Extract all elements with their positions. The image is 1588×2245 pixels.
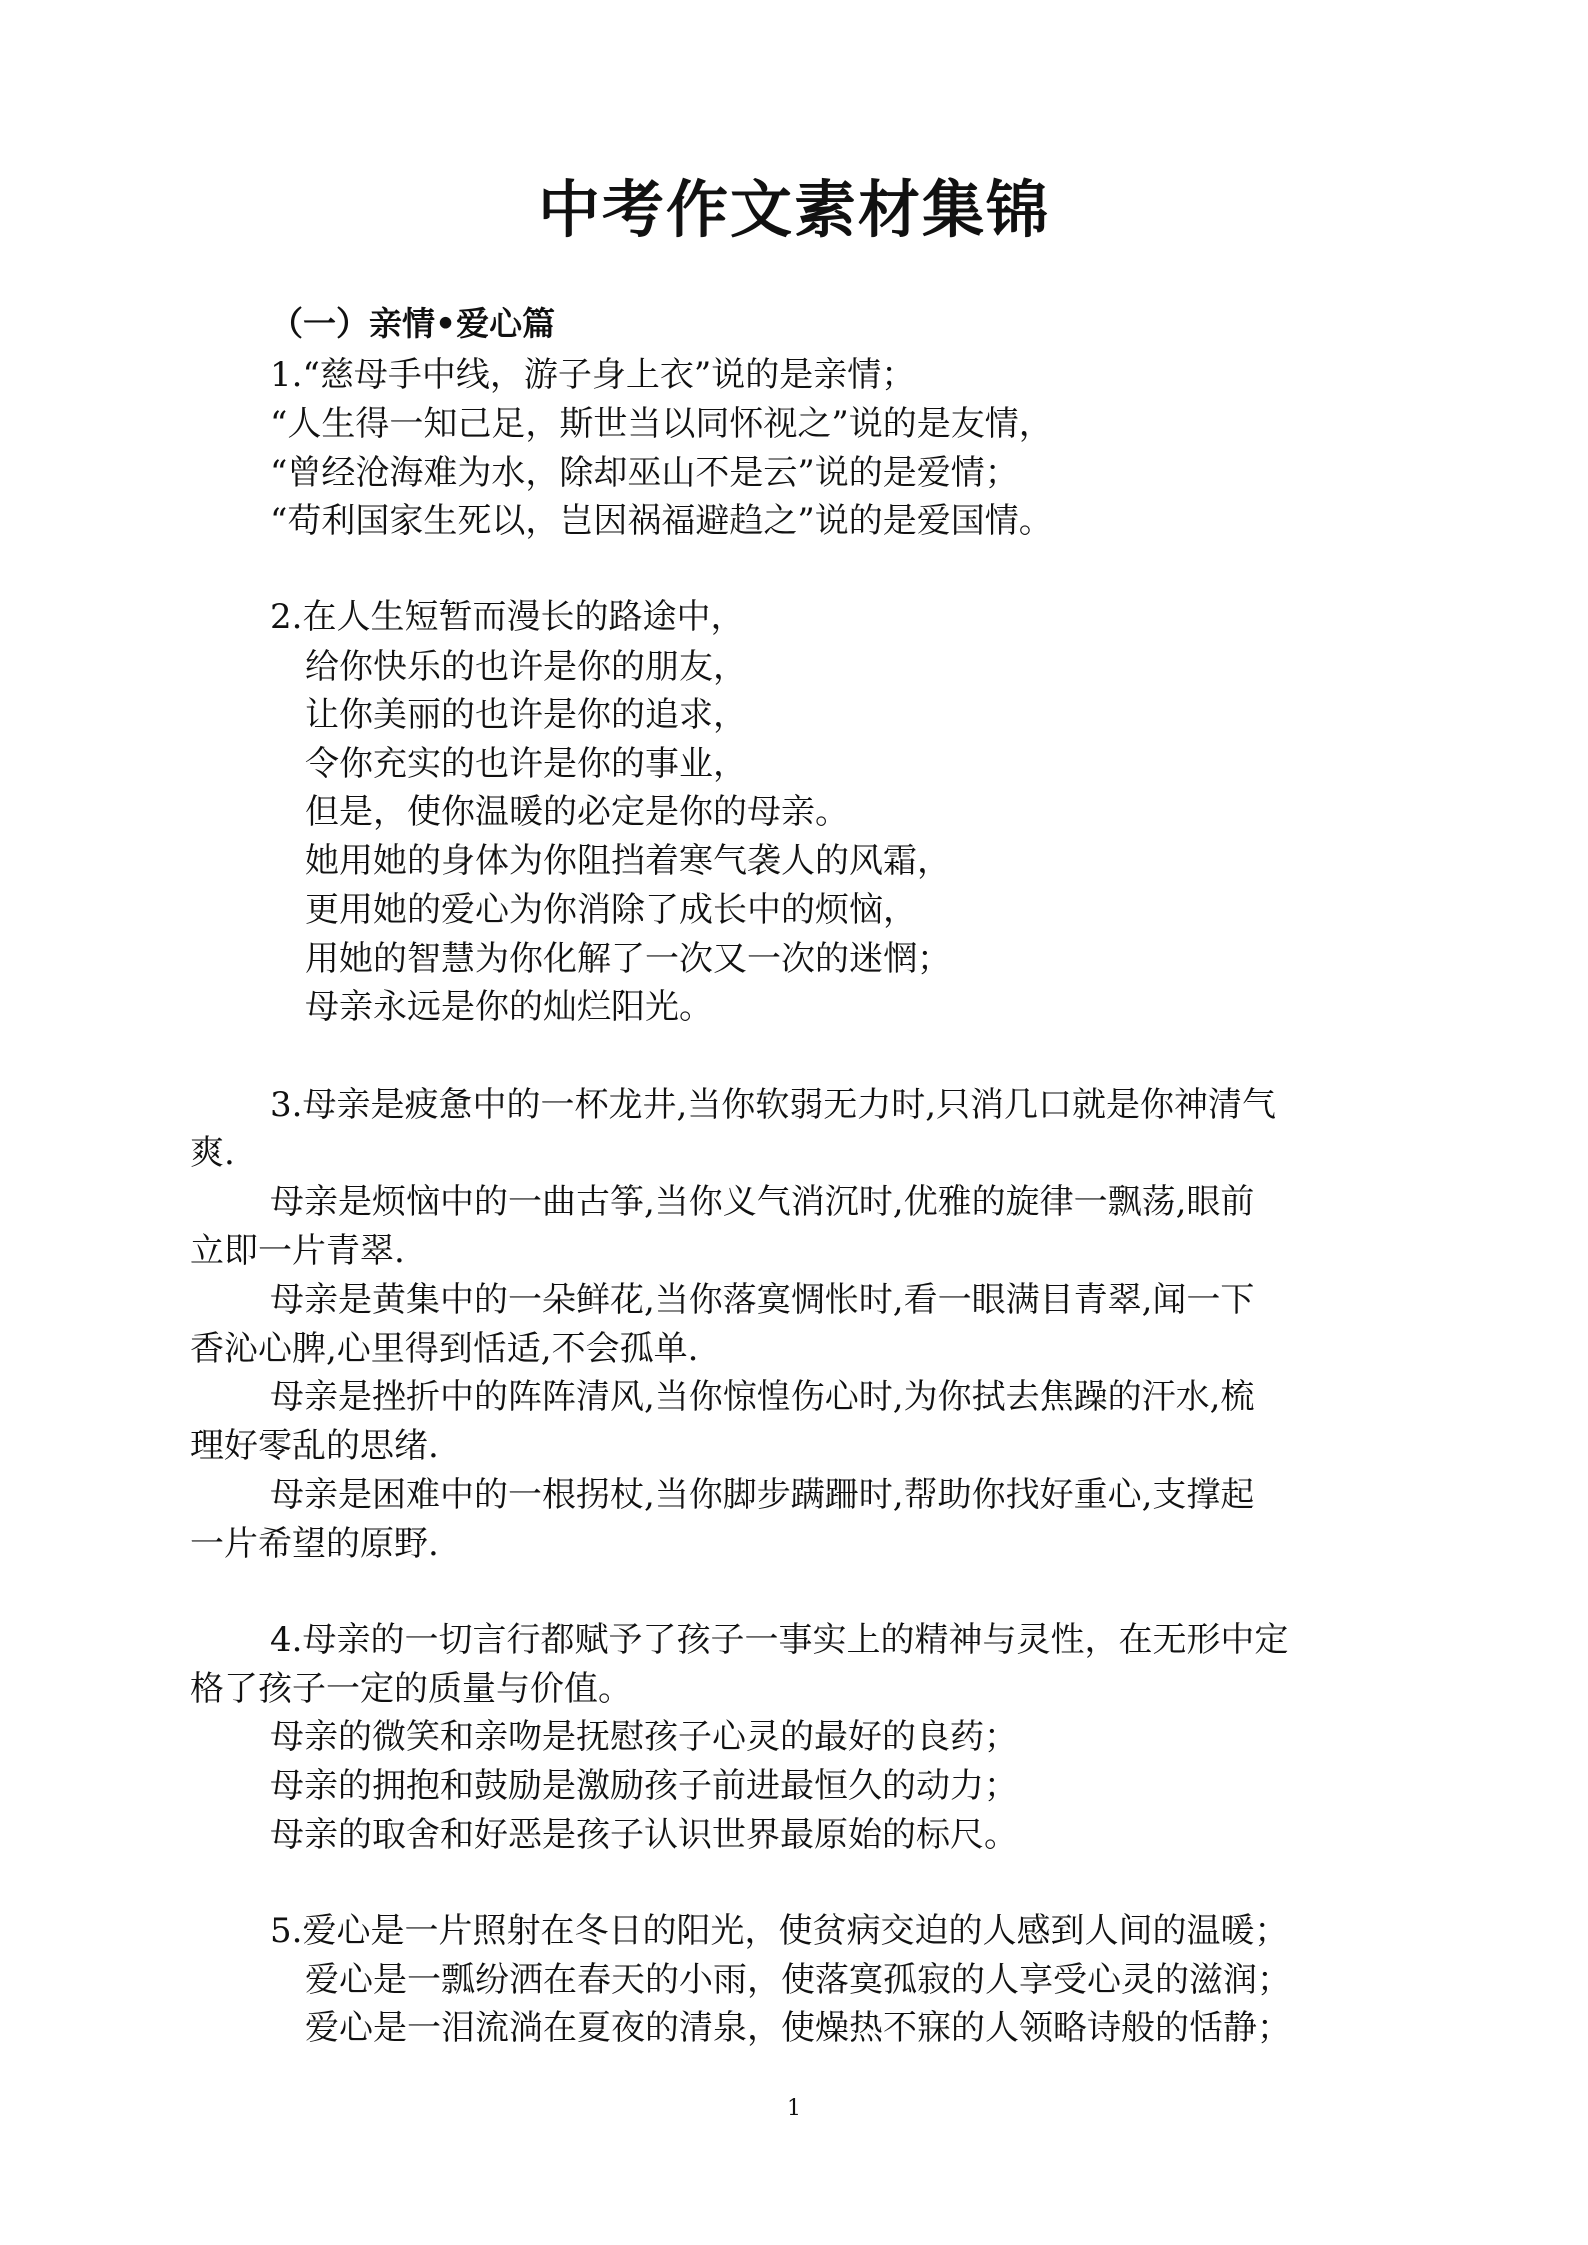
text-line: 爽. (190, 1133, 235, 1173)
section-heading: （一）亲情•爱心篇 (270, 304, 556, 343)
text-line: 母亲是黄集中的一朵鲜花,当你落寞惆怅时,看一眼满目青翠,闻一下 (270, 1280, 1255, 1320)
text-line: 母亲永远是你的灿烂阳光。 (305, 987, 713, 1027)
text-line: “曾经沧海难为水，除却巫山不是云”说的是爱情； (270, 453, 1019, 493)
text-line: 给你快乐的也许是你的朋友， (305, 647, 747, 687)
text-line: 母亲的拥抱和鼓励是激励孩子前进最恒久的动力； (270, 1766, 1018, 1806)
text-line: 母亲的微笑和亲吻是抚慰孩子心灵的最好的良药； (270, 1717, 1018, 1757)
text-line: 理好零乱的思绪. (190, 1426, 439, 1466)
text-line: 立即一片青翠. (190, 1231, 405, 1271)
text-line: 5.爱心是一片照射在冬日的阳光，使贫病交迫的人感到人间的温暖； (270, 1911, 1289, 1951)
text-line: 但是，使你温暖的必定是你的母亲。 (305, 792, 849, 832)
text-line: 母亲的取舍和好恶是孩子认识世界最原始的标尺。 (270, 1815, 1018, 1855)
text-line: 母亲是烦恼中的一曲古筝,当你义气消沉时,优雅的旋律一飘荡,眼前 (270, 1182, 1255, 1222)
text-line: 格了孩子一定的质量与价值。 (190, 1669, 632, 1709)
page-number: 1 (787, 2096, 801, 2121)
text-line: “人生得一知己足，斯世当以同怀视之”说的是友情， (270, 404, 1053, 444)
text-line: 一片希望的原野. (190, 1524, 439, 1564)
text-line: 爱心是一泪流淌在夏夜的清泉，使燥热不寐的人领略诗般的恬静； (305, 2008, 1291, 2048)
text-line: 更用她的爱心为你消除了成长中的烦恼， (305, 890, 917, 930)
text-line: 母亲是困难中的一根拐杖,当你脚步蹒跚时,帮助你找好重心,支撑起 (270, 1475, 1255, 1515)
document-title: 中考作文素材集锦 (537, 173, 1050, 246)
text-line: 2.在人生短暂而漫长的路途中， (270, 597, 745, 637)
text-line: 4.母亲的一切言行都赋予了孩子一事实上的精神与灵性，在无形中定 (270, 1620, 1289, 1660)
text-line: 1.“慈母手中线，游子身上衣”说的是亲情； (270, 355, 916, 395)
text-line: 香沁心脾,心里得到恬适,不会孤单. (190, 1329, 699, 1369)
text-line: 她用她的身体为你阻挡着寒气袭人的风霜， (305, 841, 951, 881)
text-line: 母亲是挫折中的阵阵清风,当你惊惶伤心时,为你拭去焦躁的汗水,梳 (270, 1377, 1255, 1417)
text-line: 让你美丽的也许是你的追求， (305, 695, 747, 735)
text-line: 令你充实的也许是你的事业， (305, 744, 747, 784)
text-line: 爱心是一瓢纷洒在春天的小雨，使落寞孤寂的人享受心灵的滋润； (305, 1960, 1291, 2000)
text-line: “苟利国家生死以，岂因祸福避趋之”说的是爱国情。 (270, 501, 1053, 541)
text-line: 用她的智慧为你化解了一次又一次的迷惘； (305, 939, 951, 979)
text-line: 3.母亲是疲惫中的一杯龙井,当你软弱无力时,只消几口就是你神清气 (270, 1085, 1277, 1125)
